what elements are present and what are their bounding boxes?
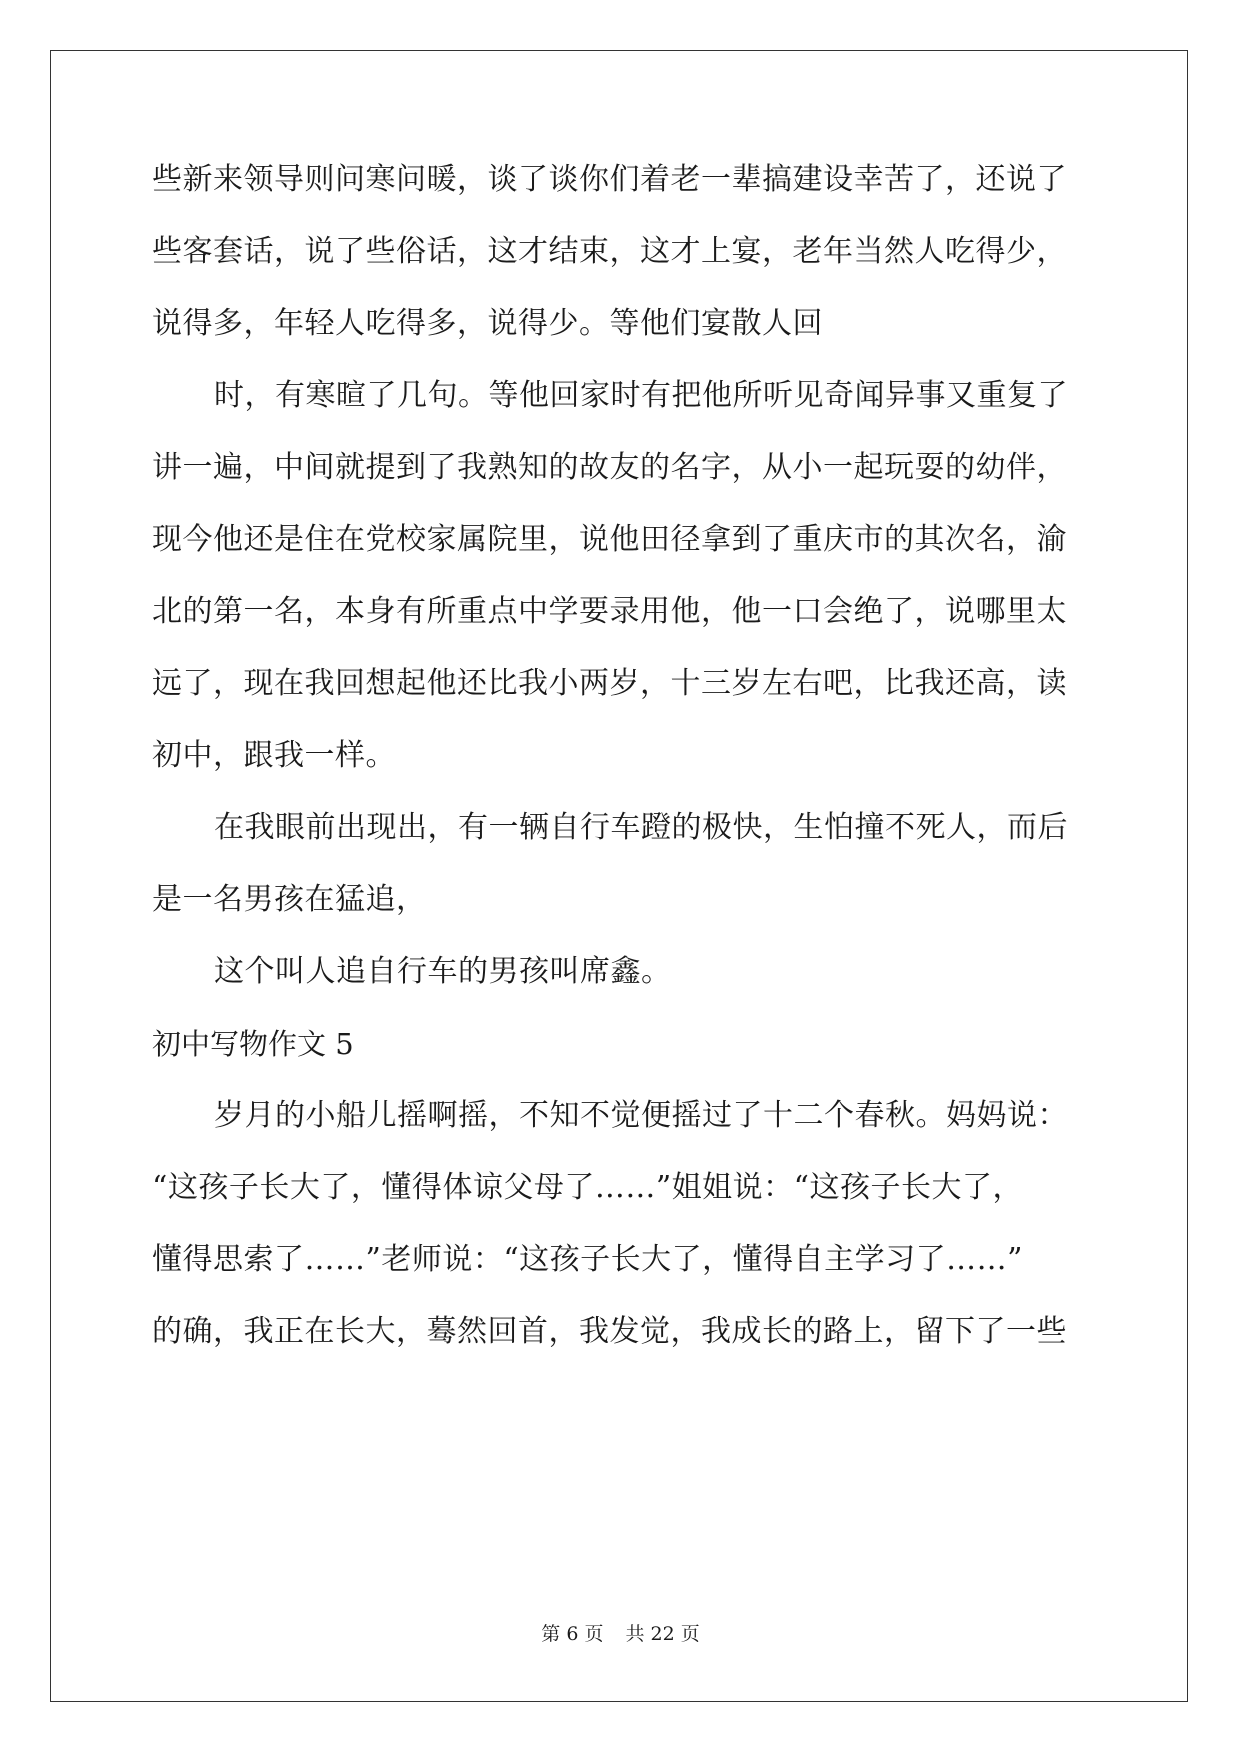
section-heading: 初中写物作文 5 [152,1027,354,1061]
page-number-current: 第 6 页 [541,1623,604,1645]
page-number-total: 共 22 页 [625,1623,700,1645]
text-line: 的确，我正在长大，蓦然回首，我发觉，我成长的路上，留下了一些 [152,1314,1067,1349]
text-line: 些客套话，说了些俗话，这才结束，这才上宴，老年当然人吃得少， [152,234,1067,269]
text-line: 初中，跟我一样。 [152,738,396,773]
paragraph-start: 岁月的小船儿摇啊摇，不知不觉便摇过了十二个春秋。妈妈说： [214,1098,1068,1133]
text-line: 远了，现在我回想起他还比我小两岁，十三岁左右吧，比我还高，读 [152,666,1067,701]
text-line: 讲一遍，中间就提到了我熟知的故友的名字，从小一起玩耍的幼伴， [152,450,1067,485]
text-line: “这孩子长大了，懂得体谅父母了……”姐姐说：“这孩子长大了， [152,1170,1024,1205]
paragraph-start: 这个叫人追自行车的男孩叫席鑫。 [214,954,672,989]
paragraph-start: 时，有寒暄了几句。等他回家时有把他所听见奇闻异事又重复了 [214,378,1068,413]
text-line: 懂得思索了……”老师说：“这孩子长大了，懂得自主学习了……” [152,1242,1024,1277]
text-line: 说得多，年轻人吃得多，说得少。等他们宴散人回 [152,306,823,341]
page-border [50,50,1188,1702]
text-line: 些新来领导则问寒问暖，谈了谈你们着老一辈搞建设幸苦了，还说了 [152,162,1067,197]
text-line: 北的第一名，本身有所重点中学要录用他，他一口会绝了，说哪里太 [152,594,1067,629]
page-footer [0,1621,1241,1647]
text-line: 是一名男孩在猛追， [152,882,427,917]
text-line: 现今他还是住在党校家属院里，说他田径拿到了重庆市的其次名，渝 [152,522,1067,557]
paragraph-start: 在我眼前出现出，有一辆自行车蹬的极快，生怕撞不死人，而后 [214,810,1068,845]
